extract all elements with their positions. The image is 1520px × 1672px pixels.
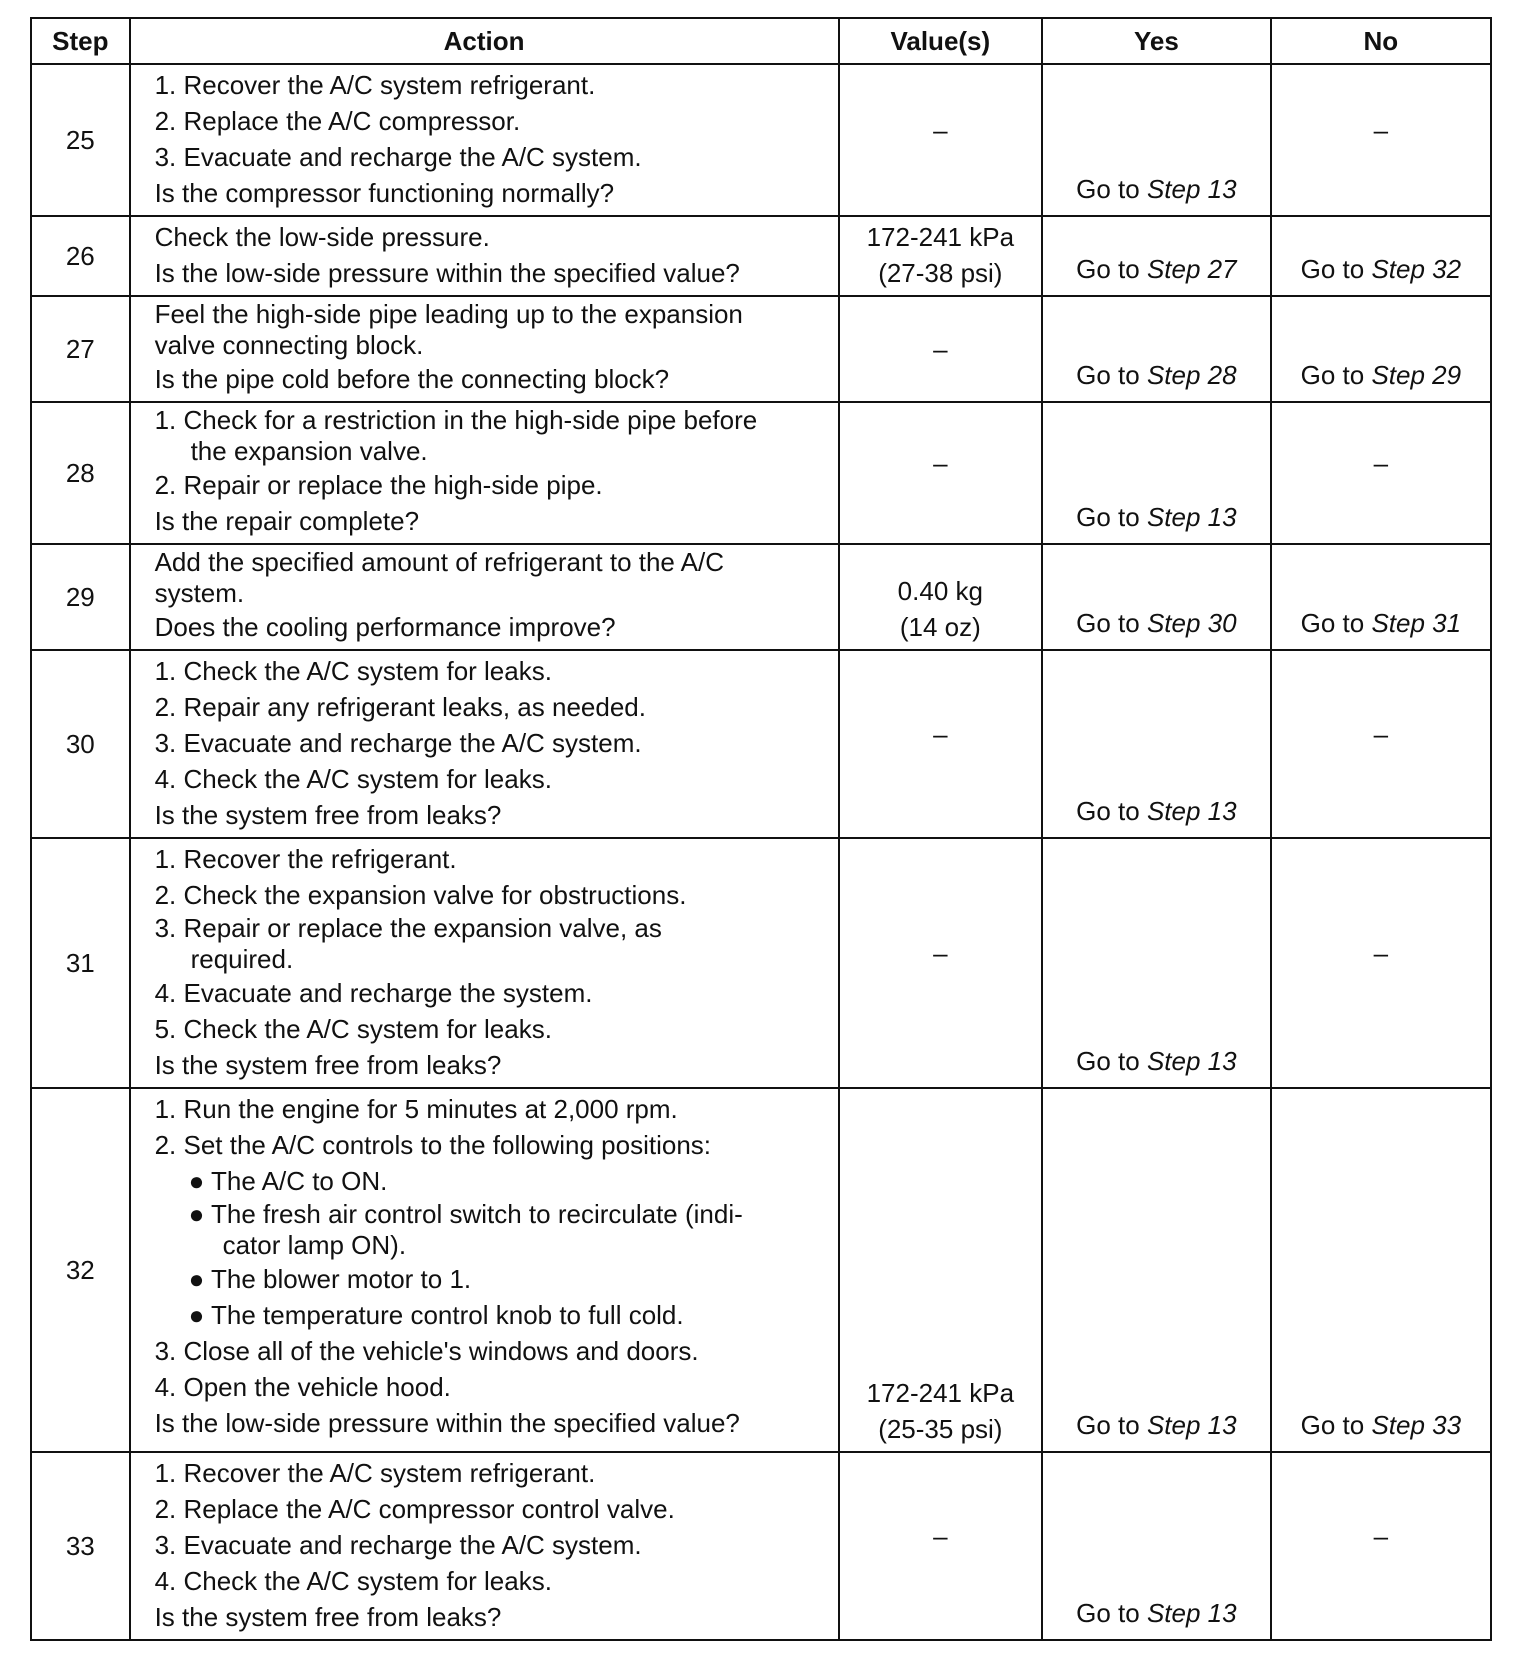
- action-line: 3. Evacuate and recharge the A/C system.: [154, 142, 642, 172]
- action-cell: [130, 1452, 839, 1640]
- action-line: required.: [190, 944, 294, 974]
- action-line: 1. Check the A/C system for leaks.: [154, 656, 552, 686]
- bullet-line: cator lamp ON).: [222, 1230, 407, 1260]
- action-cell: [130, 650, 839, 838]
- table-row: [31, 296, 1491, 402]
- step-number: 30: [31, 650, 130, 838]
- value-text: (25-35 psi): [878, 1414, 1003, 1444]
- action-cell: [130, 1088, 839, 1452]
- action-line: Add the specified amount of refrigerant to the A/C: [154, 547, 725, 577]
- table-row: [31, 1452, 1491, 1640]
- action-line: 3. Evacuate and recharge the A/C system.: [154, 1530, 642, 1560]
- action-question: Is the low-side pressure within the specified value?: [154, 258, 740, 288]
- action-cell: [130, 838, 839, 1088]
- value-cell: [839, 650, 1042, 838]
- goto-text: Go to: [1076, 1046, 1140, 1076]
- action-question: Is the low-side pressure within the specified value?: [154, 1408, 740, 1438]
- action-line: 3. Evacuate and recharge the A/C system.: [154, 728, 642, 758]
- yes-cell: [1042, 402, 1271, 544]
- action-line: 2. Check the expansion valve for obstructions.: [154, 880, 687, 910]
- action-line: 4. Check the A/C system for leaks.: [154, 1566, 552, 1596]
- bullet-line: ● The blower motor to 1.: [188, 1264, 472, 1294]
- value-text: (14 oz): [899, 612, 981, 642]
- yes-cell: [1042, 838, 1271, 1088]
- step-link: Step 30: [1146, 608, 1237, 638]
- step-link: Step 13: [1146, 796, 1237, 826]
- goto-text: Go to: [1300, 360, 1365, 390]
- step-link: Step 13: [1146, 502, 1237, 532]
- goto-text: Go to: [1076, 1598, 1140, 1628]
- no-cell: [1271, 402, 1491, 544]
- step-number: 31: [31, 838, 130, 1088]
- action-line: 2. Repair any refrigerant leaks, as needed.: [154, 692, 646, 722]
- step-link: Step 27: [1146, 254, 1237, 284]
- yes-cell: [1042, 216, 1271, 296]
- table-row: [31, 544, 1491, 650]
- action-line: 1. Check for a restriction in the high-side pipe before: [154, 405, 758, 435]
- value-text: (27-38 psi): [878, 258, 1003, 288]
- no-text: –: [1373, 448, 1389, 478]
- action-question: Is the repair complete?: [154, 506, 420, 536]
- goto-text: Go to: [1076, 360, 1140, 390]
- value-cell: [839, 402, 1042, 544]
- action-line: 1. Recover the A/C system refrigerant.: [154, 1458, 596, 1488]
- action-line: 3. Repair or replace the expansion valve, as: [154, 913, 662, 943]
- goto-text: Go to: [1076, 796, 1140, 826]
- no-text: –: [1373, 1521, 1389, 1551]
- step-number: 25: [31, 64, 130, 216]
- step-link: Step 33: [1371, 1410, 1462, 1440]
- action-cell: [130, 64, 839, 216]
- value-text: –: [933, 1521, 948, 1551]
- action-question: Is the compressor functioning normally?: [154, 178, 615, 208]
- header-yes: Yes: [1042, 18, 1271, 64]
- yes-cell: [1042, 296, 1271, 402]
- yes-cell: [1042, 544, 1271, 650]
- header-step: Step: [31, 18, 130, 64]
- no-text: –: [1373, 938, 1389, 968]
- bullet-line: ● The fresh air control switch to recirculate (indi-: [188, 1199, 743, 1229]
- bullet-line: ● The A/C to ON.: [188, 1166, 388, 1196]
- no-cell: [1271, 216, 1491, 296]
- header-no: No: [1271, 18, 1491, 64]
- step-link: Step 28: [1146, 360, 1237, 390]
- action-question: Is the system free from leaks?: [154, 1050, 502, 1080]
- value-cell: [839, 544, 1042, 650]
- no-cell: [1271, 838, 1491, 1088]
- action-line: 1. Recover the A/C system refrigerant.: [154, 70, 596, 100]
- value-text: 172-241 kPa: [866, 222, 1015, 252]
- action-cell: [130, 216, 839, 296]
- table-row: [31, 64, 1491, 216]
- value-cell: [839, 1452, 1042, 1640]
- action-line: 2. Replace the A/C compressor.: [154, 106, 521, 136]
- yes-cell: [1042, 1452, 1271, 1640]
- no-cell: [1271, 1088, 1491, 1452]
- action-line: 4. Evacuate and recharge the system.: [154, 978, 593, 1008]
- step-link: Step 32: [1371, 254, 1462, 284]
- action-line: 4. Open the vehicle hood.: [154, 1372, 451, 1402]
- action-question: Is the system free from leaks?: [154, 1602, 502, 1632]
- no-cell: [1271, 650, 1491, 838]
- value-text: 0.40 kg: [897, 576, 983, 606]
- table-row: [31, 1088, 1491, 1452]
- action-line: 4. Check the A/C system for leaks.: [154, 764, 552, 794]
- action-line: valve connecting block.: [154, 330, 424, 360]
- value-cell: [839, 216, 1042, 296]
- value-cell: [839, 1088, 1042, 1452]
- header-value: Value(s): [839, 18, 1042, 64]
- step-link: Step 13: [1146, 1410, 1237, 1440]
- yes-cell: [1042, 1088, 1271, 1452]
- action-line: 2. Set the A/C controls to the following positions:: [154, 1130, 712, 1160]
- action-line: the expansion valve.: [190, 436, 428, 466]
- step-link: Step 13: [1146, 1046, 1237, 1076]
- goto-text: Go to: [1076, 254, 1140, 284]
- step-link: Step 13: [1146, 1598, 1237, 1628]
- action-line: 1. Run the engine for 5 minutes at 2,000 rpm.: [154, 1094, 678, 1124]
- yes-cell: [1042, 650, 1271, 838]
- action-line: 3. Close all of the vehicle's windows and doors.: [154, 1336, 699, 1366]
- diagnostic-table-page: [30, 17, 1492, 1641]
- goto-text: Go to: [1076, 174, 1140, 204]
- value-text: –: [933, 938, 948, 968]
- step-number: 33: [31, 1452, 130, 1640]
- value-cell: [839, 838, 1042, 1088]
- no-cell: [1271, 544, 1491, 650]
- value-text: –: [933, 334, 948, 364]
- no-cell: [1271, 296, 1491, 402]
- step-link: Step 31: [1371, 608, 1462, 638]
- value-cell: [839, 64, 1042, 216]
- action-line: Feel the high-side pipe leading up to the expansion: [154, 299, 743, 329]
- action-question: Is the system free from leaks?: [154, 800, 502, 830]
- action-cell: [130, 296, 839, 402]
- step-number: 27: [31, 296, 130, 402]
- no-cell: [1271, 1452, 1491, 1640]
- goto-text: Go to: [1300, 1410, 1365, 1440]
- table-row: [31, 838, 1491, 1088]
- bullet-line: ● The temperature control knob to full cold.: [188, 1300, 684, 1330]
- header-action: Action: [130, 18, 839, 64]
- diagnostic-table: [30, 17, 1492, 1641]
- goto-text: Go to: [1300, 608, 1365, 638]
- action-line: Check the low-side pressure.: [154, 222, 490, 252]
- action-question: Does the cooling performance improve?: [154, 612, 616, 642]
- value-text: 172-241 kPa: [866, 1378, 1015, 1408]
- no-text: –: [1373, 719, 1389, 749]
- step-link: Step 29: [1371, 360, 1462, 390]
- goto-text: Go to: [1300, 254, 1365, 284]
- action-line: 5. Check the A/C system for leaks.: [154, 1014, 552, 1044]
- yes-cell: [1042, 64, 1271, 216]
- action-line: 2. Repair or replace the high-side pipe.: [154, 470, 603, 500]
- header-row: [31, 18, 1491, 64]
- no-text: –: [1373, 115, 1389, 145]
- table-row: [31, 216, 1491, 296]
- action-question: Is the pipe cold before the connecting block?: [154, 364, 670, 394]
- step-number: 26: [31, 216, 130, 296]
- table-row: [31, 650, 1491, 838]
- action-cell: [130, 402, 839, 544]
- step-number: 29: [31, 544, 130, 650]
- goto-text: Go to: [1076, 1410, 1140, 1440]
- no-cell: [1271, 64, 1491, 216]
- table-row: [31, 402, 1491, 544]
- step-link: Step 13: [1146, 174, 1237, 204]
- value-text: –: [933, 448, 948, 478]
- value-text: –: [933, 115, 948, 145]
- goto-text: Go to: [1076, 608, 1140, 638]
- step-number: 32: [31, 1088, 130, 1452]
- action-line: system.: [154, 578, 245, 608]
- action-line: 2. Replace the A/C compressor control valve.: [154, 1494, 675, 1524]
- value-cell: [839, 296, 1042, 402]
- action-cell: [130, 544, 839, 650]
- action-line: 1. Recover the refrigerant.: [154, 844, 457, 874]
- step-number: 28: [31, 402, 130, 544]
- value-text: –: [933, 719, 948, 749]
- goto-text: Go to: [1076, 502, 1140, 532]
